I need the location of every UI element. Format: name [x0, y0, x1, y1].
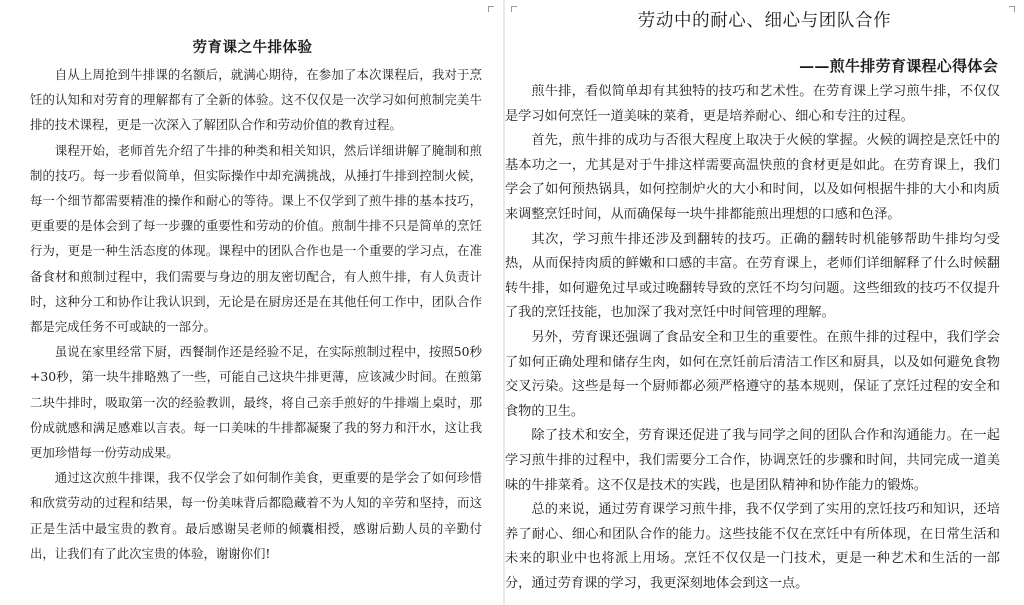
right-page-subtitle: ——煎牛排劳育课程心得体会: [799, 57, 998, 75]
page-corner-mark: [488, 6, 494, 12]
right-document-page: [505, 0, 1024, 605]
right-paragraph-5: 除了技术和安全，劳育课还促进了我与同学之间的团队合作和沟通能力。在一起学习煎牛排的过程中，我们需要分工合作，协调烹饪的步骤和时间，共同完成一道美味的牛排菜肴。这不仅是技术的实践，也是团队精神和协作能力的锻炼。: [505, 428, 1000, 493]
right-paragraph-3: 其次，学习煎牛排还涉及到翻转的技巧。正确的翻转时机能够帮助牛排均匀受热，从而保持肉质的鲜嫩和口感的丰富。在劳育课上，老师们详细解释了什么时候翻转牛排，如何避免过早或过晚翻转导致的烹饪不均匀问题。这些细致的技巧不仅提升了我的烹饪技能，也加深了我对烹饪中时间管理的理解。: [505, 231, 1000, 321]
right-paragraph-4: 另外，劳育课还强调了食品安全和卫生的重要性。在煎牛排的过程中，我们学会了如何正确处理和储存生肉，如何在烹饪前后清洁工作区和厨具，以及如何避免食物交叉污染。这些是每一个厨师都必须严格遵守的基本规则，保证了烹饪过程的安全和食物的卫生。: [505, 329, 1000, 419]
left-page-title: 劳育课之牛排体验: [192, 39, 313, 56]
right-paragraph-2: 首先，煎牛排的成功与否很大程度上取决于火候的掌握。火候的调控是烹饪中的基本功之一，尤其是对于牛排这样需要高温快煎的食材更是如此。在劳育课上，我们学会了如何预热锅具，如何控制炉火的大小和时间，以及如何根据牛排的大小和肉质来调整烹饪时间，从而确保每一块牛排都能煎出理想的口感和色泽。: [505, 133, 1000, 222]
right-page-title: 劳动中的耐心、细心与团队合作: [637, 11, 892, 31]
left-paragraph-2: 课程开始，老师首先介绍了牛排的种类和相关知识，然后详细讲解了腌制和煎制的技巧。每一步看似简单，但实际操作中却充满挑战，从捶打牛排到控制火候，每一个细节都需要精准的操作和耐心的等待。课上不仅学到了煎牛排的基本技巧，更重要的是体会到了每一步骤的重要性和劳动的价值。煎制牛排不只是简单的烹饪行为，更是一种生活态度的体现。课程中的团队合作也是一个重要的学习点，在准备食材和煎制过程中，我们需要与身边的朋友密切配合，有人煎牛排，有人负责计时，这种分工和协作让我认识到，无论是在厨房还是在其他任何工作中，团队合作都是完成任务不可或缺的一部分。: [30, 142, 482, 335]
right-paragraph-6: 总的来说，通过劳育课学习煎牛排，我不仅学到了实用的烹饪技巧和知识，还培养了耐心、细心和团队合作的能力。这些技能不仅在烹饪中有所体现，在日常生活和未来的职业中也将派上用场。烹饪不仅仅是一门技术，更是一种艺术和生活的一部分，通过劳育课的学习，我更深刻地体会到这一点。: [505, 502, 1000, 591]
left-paragraph-3: 虽说在家里经常下厨，西餐制作还是经验不足，在实际煎制过程中，按照50秒+30秒，第一块牛排略熟了一些，可能自己这块牛排更薄，应该减少时间。在煎第二块牛排时，吸取第一次的经验教训，最终，将自己亲手煎好的牛排端上桌时，那份成就感和满足感难以言表。每一口美味的牛排都凝聚了我的努力和汗水，这让我更加珍惜每一份劳动成果。: [30, 344, 482, 461]
left-paragraph-4: 通过这次煎牛排课，我不仅学会了如何制作美食，更重要的是学会了如何珍惜和欣赏劳动的过程和结果，每一份美味背后都隐藏着不为人知的辛劳和坚持，而这正是生活中最宝贵的教育。最后感谢吴老师的倾囊相授，感谢后勤人员的辛勤付出，让我们有了此次宝贵的体验，谢谢你们!: [30, 470, 482, 561]
right-page-body: [505, 80, 1000, 596]
left-paragraph-1: 自从上周抢到牛排课的名额后，就满心期待，在参加了本次课程后，我对于烹饪的认知和对劳育的理解都有了全新的体验。这不仅仅是一次学习如何煎制完美牛排的技术课程，更是一次深入了解团队合作和劳动价值的教育过程。: [30, 67, 482, 133]
left-document-page: [0, 0, 505, 605]
left-page-body: [30, 62, 482, 566]
right-paragraph-1: 煎牛排，看似简单却有其独特的技巧和艺术性。在劳育课上学习煎牛排，不仅仅是学习如何烹饪一道美味的菜肴，更是培养耐心、细心和专注的过程。: [505, 84, 1000, 124]
